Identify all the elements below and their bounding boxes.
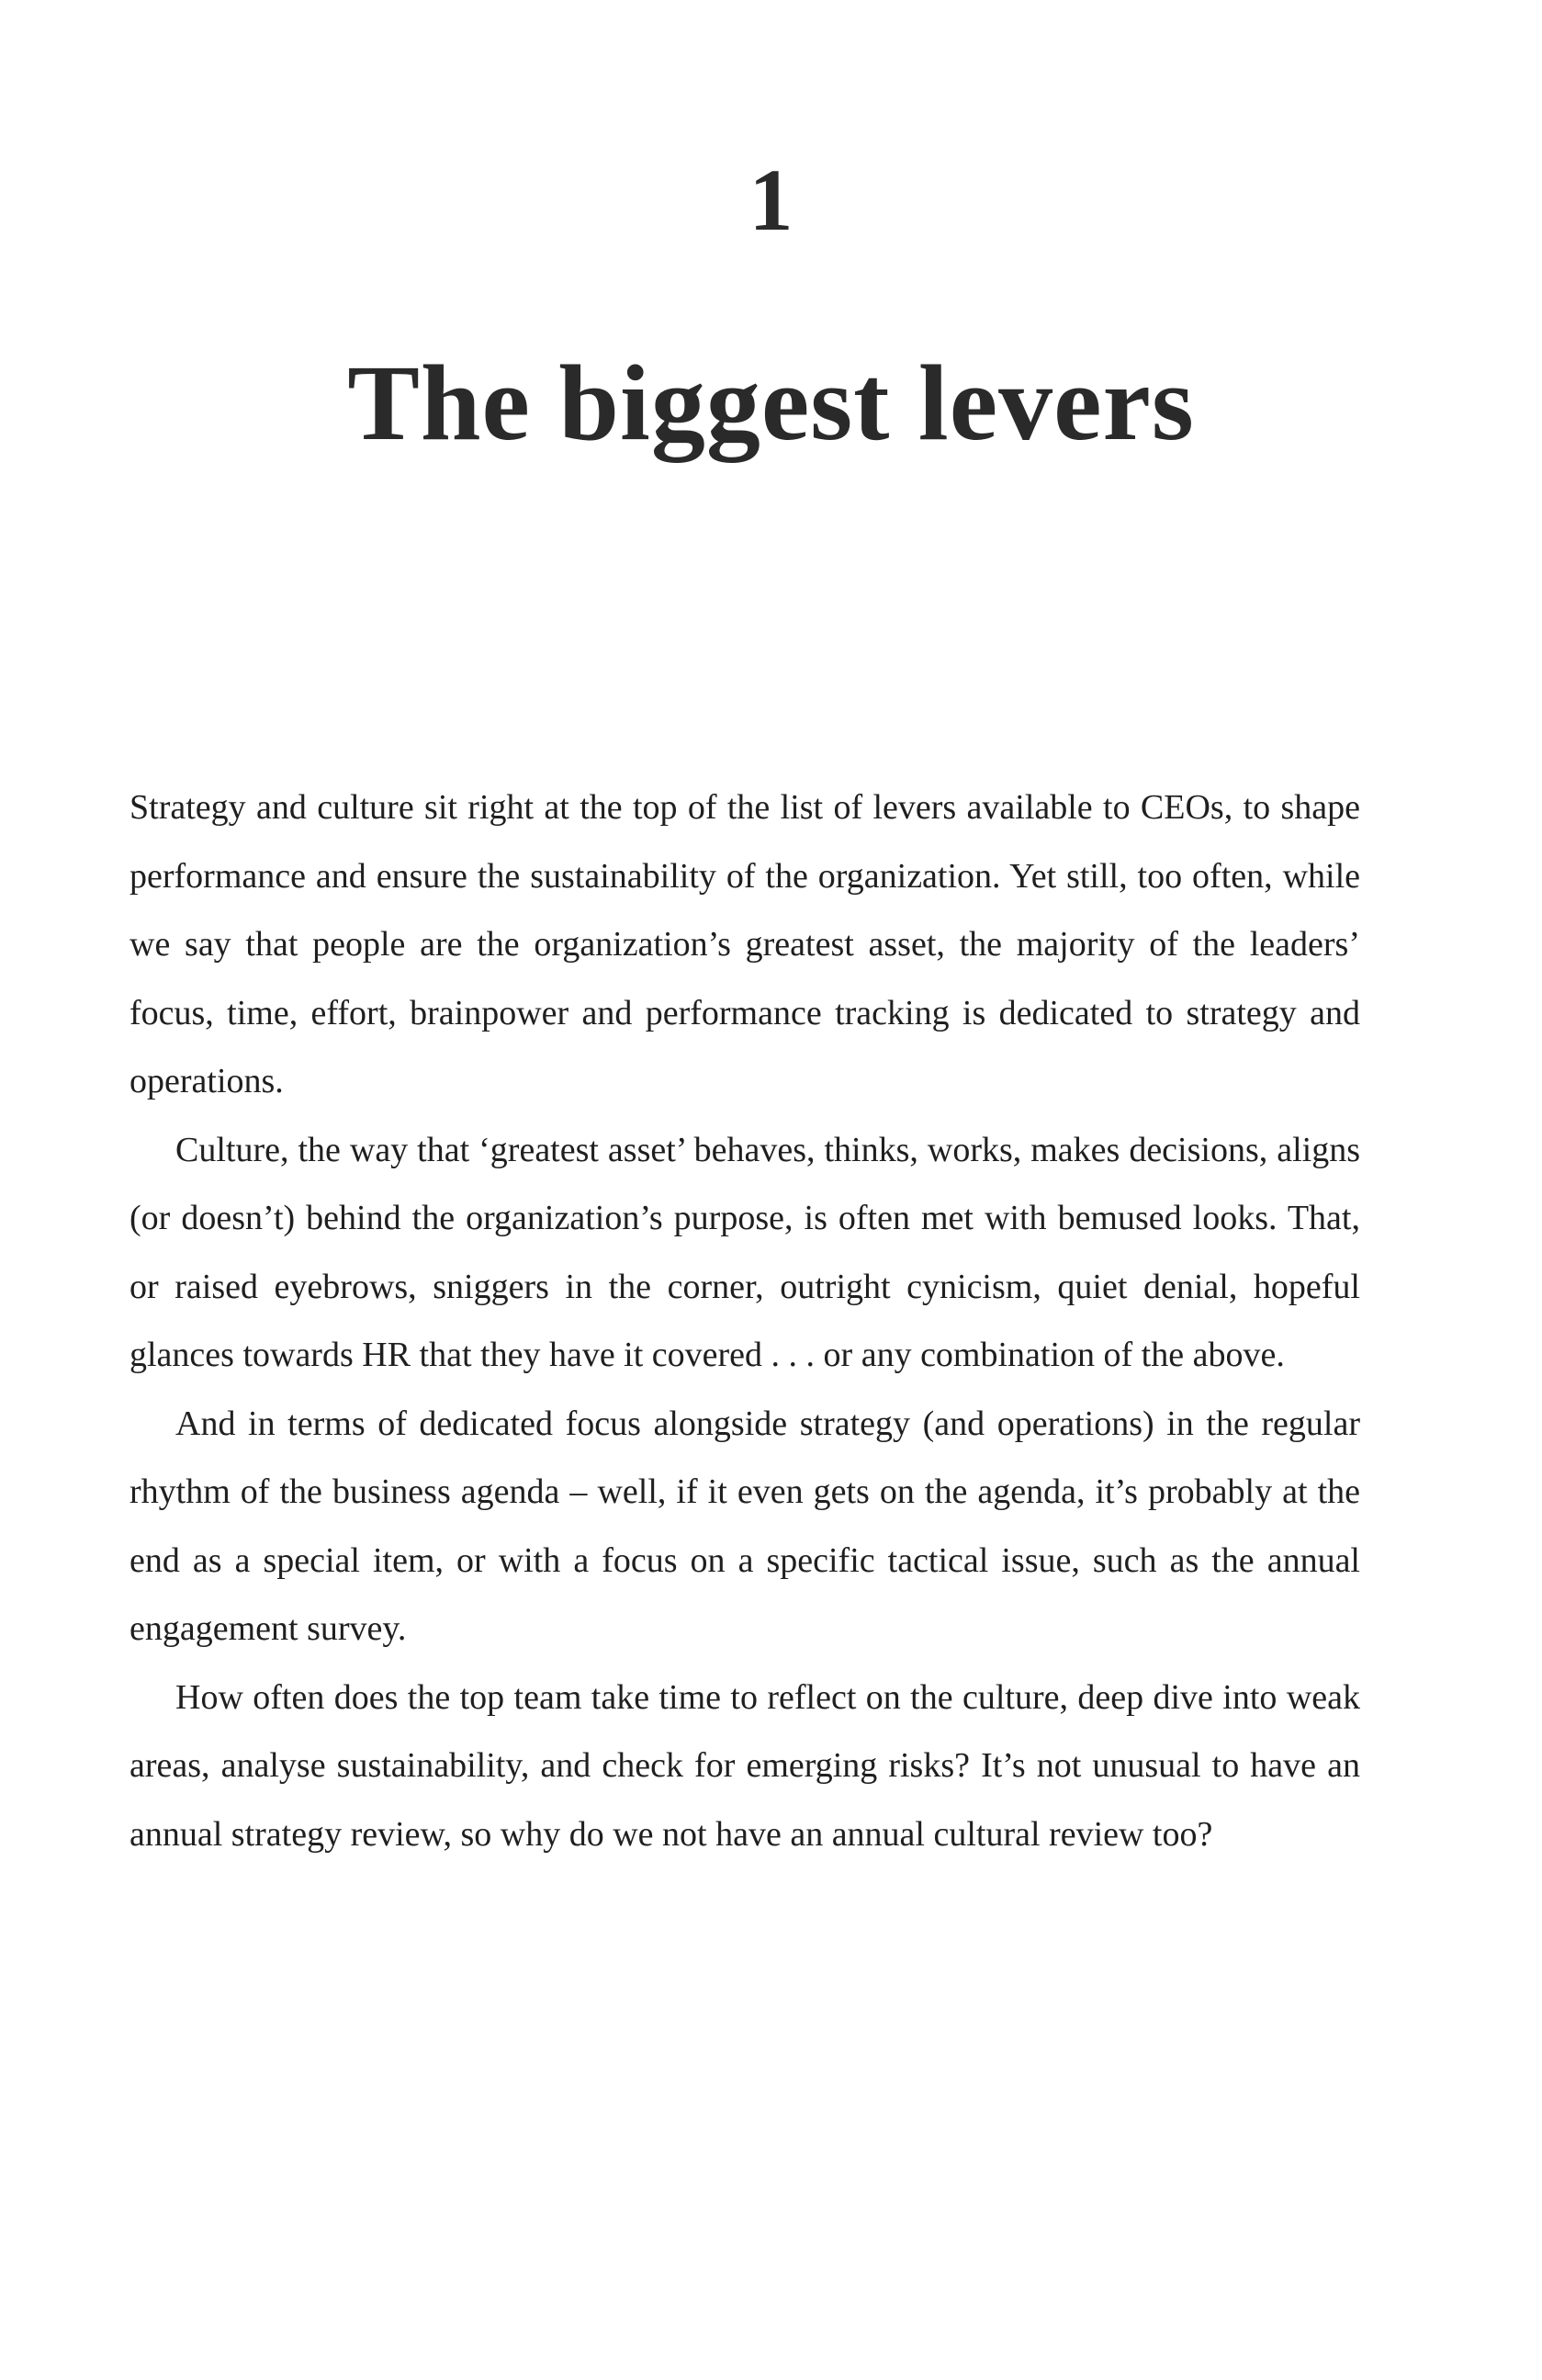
paragraph-4: How often does the top team take time to reflect on the culture, deep dive into weak areas, analyse sustainability, and check for emerging risks? It’s not unusual to have an annual strategy review, so why do we not have an annual cultural review too?: [129, 1677, 1360, 1854]
chapter-title: The biggest levers: [347, 343, 1195, 463]
paragraph-1: Strategy and culture sit right at the top of the list of levers available to CEOs, to shape performance and ensure the sustainability of the organization. Yet still, too often, while we say that people are the organization’s greatest asset, the majority of the leaders’ focus, time, effort, brainpower and performance tracking is dedicated to strategy and operations.: [129, 788, 1360, 1100]
chapter-number: 1: [748, 151, 794, 249]
paragraph-2: Culture, the way that ‘greatest asset’ behaves, thinks, works, makes decisions, aligns (or doesn’t) behind the organization’s purpose, is often met with bemused looks. That, or raised eyebrows, sniggers in the corner, outright cynicism, quiet denial, hopeful glances towards HR that they have it covered . . . or any combination of the above.: [129, 1130, 1360, 1374]
chapter-body: [129, 773, 1360, 1868]
paragraph-3: And in terms of dedicated focus alongside strategy (and operations) in the regular rhythm of the business agenda – well, if it even gets on the agenda, it’s probably at the end as a special item, or with a focus on a specific tactical issue, such as the annual engagement survey.: [129, 1404, 1360, 1648]
